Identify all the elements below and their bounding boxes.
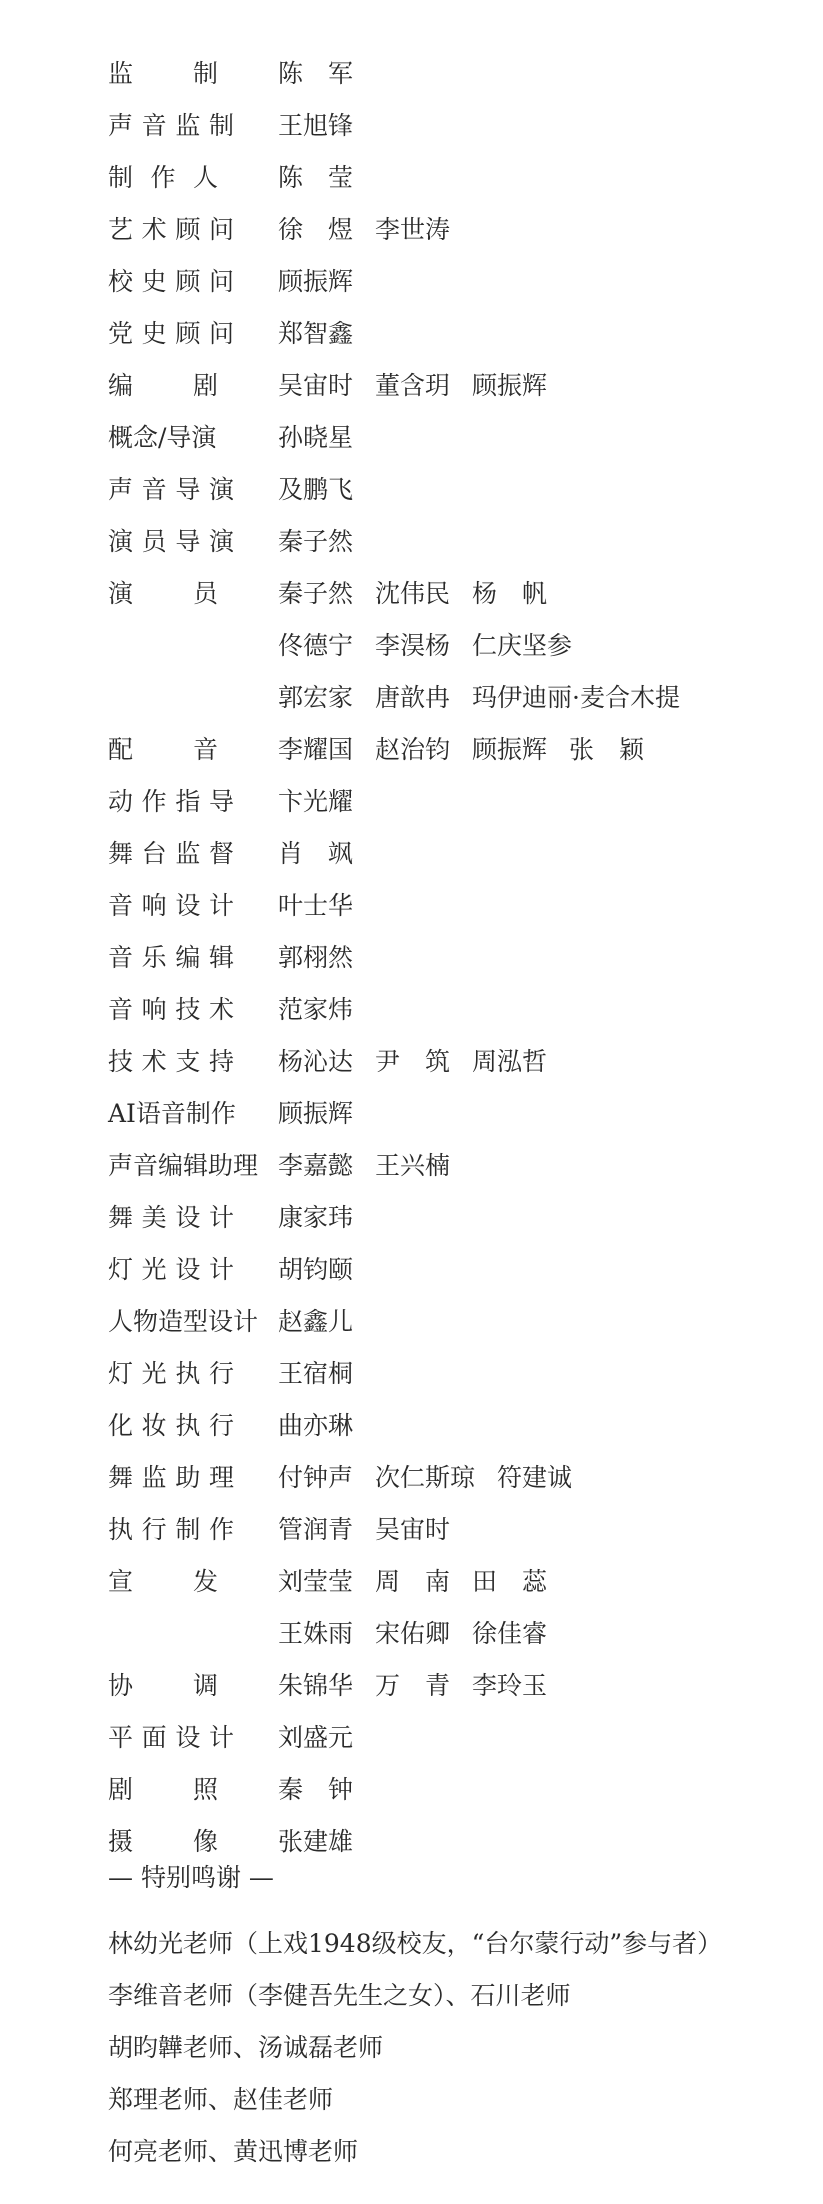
credit-name: 符建诚 xyxy=(497,1463,573,1492)
credit-name: 李耀国 xyxy=(278,735,354,764)
credit-row xyxy=(108,620,808,672)
credit-row xyxy=(108,48,808,100)
credit-name: 佟德宁 xyxy=(278,631,354,660)
credit-name: 董含玥 xyxy=(375,371,451,400)
credit-name: 李世涛 xyxy=(375,215,451,244)
credit-role: 执 行 制 作 xyxy=(108,1515,234,1544)
credit-role: 党 史 顾 问 xyxy=(108,319,234,348)
credit-row xyxy=(108,1036,808,1088)
special-thanks-heading: — 特别鸣谢 — xyxy=(108,1863,274,1892)
credit-names xyxy=(278,880,375,932)
credit-name: 吴宙时 xyxy=(278,371,354,400)
credit-name: 仁庆坚参 xyxy=(472,631,573,660)
credit-role: 制 作 人 xyxy=(108,163,218,192)
credit-name: 陈 莹 xyxy=(278,163,354,192)
credit-role: 演 员 xyxy=(108,579,218,608)
credit-names xyxy=(278,984,375,1036)
credit-names xyxy=(278,828,375,880)
credit-name: 肖 飒 xyxy=(278,839,354,868)
credit-name: 陈 军 xyxy=(278,59,354,88)
credit-name: 周泓哲 xyxy=(472,1047,548,1076)
credit-names xyxy=(278,568,569,620)
credit-name: 张建雄 xyxy=(278,1827,354,1856)
credit-role: 灯 光 执 行 xyxy=(108,1359,234,1388)
credit-row xyxy=(108,1660,808,1712)
credit-name: 宋佑卿 xyxy=(375,1619,451,1648)
credit-name: 王旭锋 xyxy=(278,111,354,140)
special-thanks-line: 何亮老师、黄迅博老师 xyxy=(108,2137,359,2166)
credit-name: 周 南 xyxy=(375,1567,451,1596)
credit-names xyxy=(278,1140,472,1192)
credit-names xyxy=(278,1816,375,1868)
credit-role: 编 剧 xyxy=(108,371,218,400)
credit-names xyxy=(278,620,594,672)
credit-names xyxy=(278,516,375,568)
credit-row xyxy=(108,828,808,880)
credit-name: 叶士华 xyxy=(278,891,354,920)
credit-names xyxy=(278,464,375,516)
credit-row xyxy=(108,100,808,152)
credit-row xyxy=(108,880,808,932)
credit-name: 徐佳睿 xyxy=(472,1619,548,1648)
credit-name: 尹 筑 xyxy=(375,1047,451,1076)
credit-row xyxy=(108,672,808,724)
credit-names xyxy=(278,1452,594,1504)
credit-names xyxy=(278,1712,375,1764)
credit-name: 李嘉懿 xyxy=(278,1151,354,1180)
credit-row xyxy=(108,1712,808,1764)
credit-role: 声 音 导 演 xyxy=(108,475,234,504)
credit-role: 动 作 指 导 xyxy=(108,787,234,816)
credit-role: 声 音 监 制 xyxy=(108,111,234,140)
credit-row xyxy=(108,360,808,412)
credit-name: 孙晓星 xyxy=(278,423,354,452)
credit-names xyxy=(278,308,375,360)
credit-names xyxy=(278,776,375,828)
credit-role: 艺 术 顾 问 xyxy=(108,215,234,244)
credit-row xyxy=(108,464,808,516)
credit-names xyxy=(278,152,375,204)
credit-role: 监 制 xyxy=(108,59,218,88)
credit-name: 万 青 xyxy=(375,1671,451,1700)
credit-role: 校 史 顾 问 xyxy=(108,267,234,296)
credit-name: 张 颖 xyxy=(569,735,645,764)
credit-row xyxy=(108,1088,808,1140)
credit-row xyxy=(108,1244,808,1296)
credit-name: 王宿桐 xyxy=(278,1359,354,1388)
credit-role: 配 音 xyxy=(108,735,218,764)
credit-names xyxy=(278,932,375,984)
credit-name: 杨沁达 xyxy=(278,1047,354,1076)
credit-names xyxy=(278,1088,375,1140)
credit-role: 灯 光 设 计 xyxy=(108,1255,234,1284)
credit-name: 玛伊迪丽·麦合木提 xyxy=(472,683,680,712)
credit-names xyxy=(278,1556,569,1608)
special-thanks-line: 林幼光老师（上戏1948级校友，“台尔蒙行动”参与者） xyxy=(108,1929,723,1958)
credit-role: 概念/导演 xyxy=(108,423,217,452)
credit-name: 次仁斯琼 xyxy=(375,1463,476,1492)
credit-row xyxy=(108,412,808,464)
credit-names xyxy=(278,672,702,724)
credit-names xyxy=(278,1036,569,1088)
credit-names xyxy=(278,1660,569,1712)
credit-name: 顾振辉 xyxy=(472,735,548,764)
credit-name: 李淏杨 xyxy=(375,631,451,660)
credit-names xyxy=(278,1348,375,1400)
credit-name: 付钟声 xyxy=(278,1463,354,1492)
credit-role: 舞 台 监 督 xyxy=(108,839,234,868)
credit-names xyxy=(278,1504,472,1556)
credit-names xyxy=(278,1608,569,1660)
credit-name: 刘莹莹 xyxy=(278,1567,354,1596)
special-thanks-line: 郑理老师、赵佳老师 xyxy=(108,2085,334,2114)
credit-name: 顾振辉 xyxy=(278,267,354,296)
credit-name: 郑智鑫 xyxy=(278,319,354,348)
credit-name: 范家炜 xyxy=(278,995,354,1024)
credit-name: 卞光耀 xyxy=(278,787,354,816)
credit-name: 胡钧颐 xyxy=(278,1255,354,1284)
credit-role: 舞 美 设 计 xyxy=(108,1203,234,1232)
credit-role: 舞 监 助 理 xyxy=(108,1463,234,1492)
credit-name: 徐 煜 xyxy=(278,215,354,244)
credit-names xyxy=(278,1400,375,1452)
credit-name: 王兴楠 xyxy=(375,1151,451,1180)
credit-role: AI语音制作 xyxy=(108,1099,236,1128)
credit-row xyxy=(108,1296,808,1348)
credit-name: 王姝雨 xyxy=(278,1619,354,1648)
credit-role: 音 响 技 术 xyxy=(108,995,234,1024)
credit-names xyxy=(278,1764,375,1816)
credit-row xyxy=(108,1556,808,1608)
credit-row xyxy=(108,152,808,204)
credit-names xyxy=(278,256,375,308)
credit-name: 杨 帆 xyxy=(472,579,548,608)
credit-name: 秦 钟 xyxy=(278,1775,354,1804)
credit-name: 赵鑫儿 xyxy=(278,1307,354,1336)
credit-row xyxy=(108,1452,808,1504)
credit-role: 化 妆 执 行 xyxy=(108,1411,234,1440)
credit-name: 李玲玉 xyxy=(472,1671,548,1700)
credit-names xyxy=(278,48,375,100)
credit-name: 郭宏家 xyxy=(278,683,354,712)
credit-names xyxy=(278,412,375,464)
credit-row xyxy=(108,256,808,308)
credit-names xyxy=(278,100,375,152)
credit-name: 唐歆冉 xyxy=(375,683,451,712)
credit-role: 宣 发 xyxy=(108,1567,218,1596)
credit-name: 管润青 xyxy=(278,1515,354,1544)
credit-names xyxy=(278,360,569,412)
credit-role: 人物造型设计 xyxy=(108,1307,259,1336)
credits-list xyxy=(108,48,808,1868)
credit-name: 刘盛元 xyxy=(278,1723,354,1752)
credit-name: 赵治钧 xyxy=(375,735,451,764)
credit-row xyxy=(108,1764,808,1816)
credit-name: 秦子然 xyxy=(278,527,354,556)
credit-row xyxy=(108,516,808,568)
credit-row xyxy=(108,1608,808,1660)
credit-role: 剧 照 xyxy=(108,1775,218,1804)
credit-name: 及鹏飞 xyxy=(278,475,354,504)
credit-row xyxy=(108,204,808,256)
credit-row xyxy=(108,1140,808,1192)
credit-name: 吴宙时 xyxy=(375,1515,451,1544)
credit-name: 秦子然 xyxy=(278,579,354,608)
credit-row xyxy=(108,984,808,1036)
credit-row xyxy=(108,724,808,776)
credit-row xyxy=(108,776,808,828)
credit-name: 曲亦琳 xyxy=(278,1411,354,1440)
credit-row xyxy=(108,1192,808,1244)
credit-row xyxy=(108,932,808,984)
credit-role: 演 员 导 演 xyxy=(108,527,234,556)
credit-role: 声音编辑助理 xyxy=(108,1151,259,1180)
credit-role: 技 术 支 持 xyxy=(108,1047,234,1076)
credit-name: 顾振辉 xyxy=(278,1099,354,1128)
credit-role: 音 乐 编 辑 xyxy=(108,943,234,972)
credit-row xyxy=(108,1348,808,1400)
credit-role: 协 调 xyxy=(108,1671,218,1700)
credit-role: 平 面 设 计 xyxy=(108,1723,234,1752)
credit-row xyxy=(108,568,808,620)
special-thanks-line: 李维音老师（李健吾先生之女）、石川老师 xyxy=(108,1981,571,2010)
credit-name: 沈伟民 xyxy=(375,579,451,608)
credit-name: 康家玮 xyxy=(278,1203,354,1232)
credit-role: 音 响 设 计 xyxy=(108,891,234,920)
credit-names xyxy=(278,1244,375,1296)
credit-names xyxy=(278,1192,375,1244)
credit-row xyxy=(108,1400,808,1452)
credit-role: 摄 像 xyxy=(108,1827,218,1856)
credit-name: 顾振辉 xyxy=(472,371,548,400)
credit-name: 田 蕊 xyxy=(472,1567,548,1596)
special-thanks-line: 胡昀韡老师、汤诚磊老师 xyxy=(108,2033,384,2062)
special-thanks-list xyxy=(108,1918,808,2178)
credit-names xyxy=(278,204,472,256)
credit-names xyxy=(278,724,666,776)
credit-name: 郭栩然 xyxy=(278,943,354,972)
credit-name: 朱锦华 xyxy=(278,1671,354,1700)
credit-row xyxy=(108,1504,808,1556)
credit-names xyxy=(278,1296,375,1348)
credit-row xyxy=(108,308,808,360)
